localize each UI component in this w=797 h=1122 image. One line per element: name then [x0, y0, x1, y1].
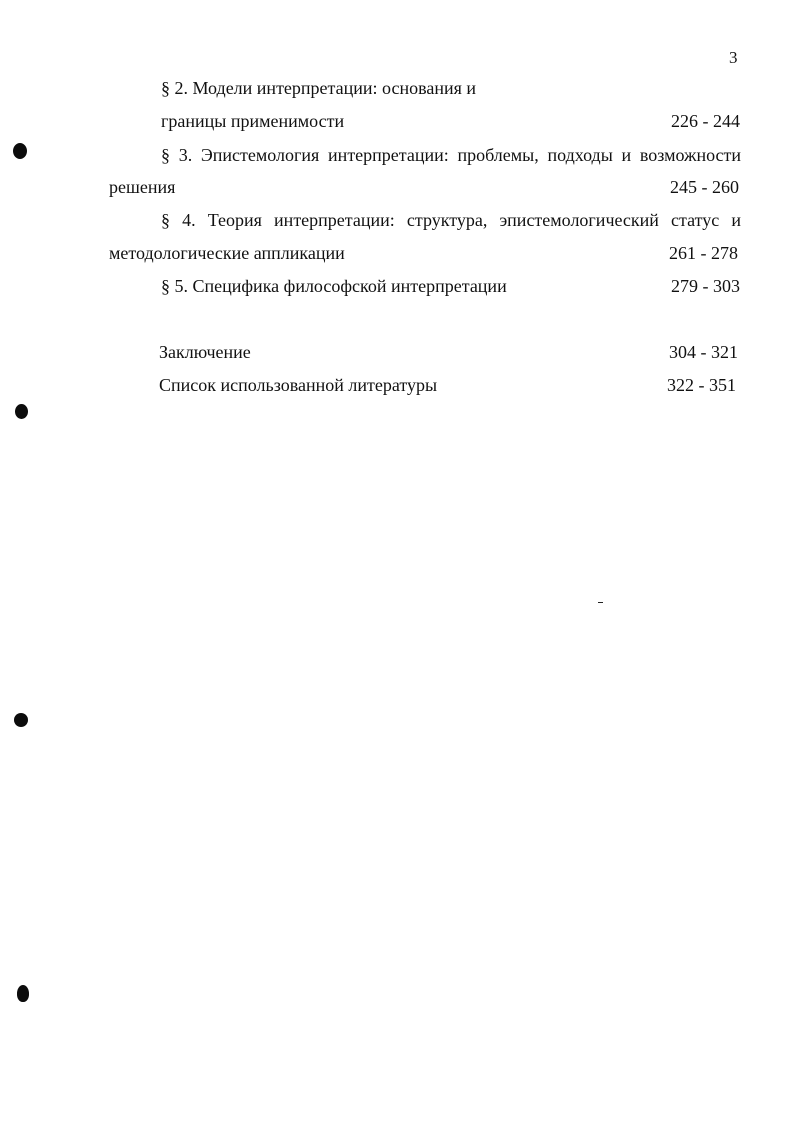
- toc-entry-section-4-pages: 261 - 278: [669, 243, 738, 263]
- toc-entry-section-5-pages: 279 - 303: [671, 276, 740, 296]
- toc-entry-conclusion-pages: 304 - 321: [669, 342, 738, 362]
- scan-speck: [598, 602, 603, 603]
- toc-entry-section-3-line-2: решения: [109, 177, 176, 197]
- page-number: 3: [729, 48, 738, 67]
- toc-entry-section-5-title: § 5. Специфика философской интерпретации: [161, 276, 507, 296]
- binder-hole-mark: [17, 985, 29, 1002]
- toc-entry-conclusion-title: Заключение: [159, 342, 251, 362]
- toc-entry-bibliography-title: Список использованной литературы: [159, 375, 438, 395]
- toc-entry-bibliography-pages: 322 - 351: [667, 375, 736, 395]
- toc-entry-section-3-pages: 245 - 260: [670, 177, 739, 197]
- binder-hole-mark: [13, 143, 27, 159]
- toc-entry-section-2-pages: 226 - 244: [671, 111, 740, 131]
- toc-entry-section-4-line-1: § 4. Теория интерпретации: структура, эпистемологический статус и: [161, 210, 742, 230]
- toc-entry-section-2-line-2: границы применимости: [161, 111, 345, 131]
- binder-hole-mark: [15, 404, 28, 419]
- toc-entry-section-2-line-1: § 2. Модели интерпретации: основания и: [161, 78, 477, 98]
- toc-entry-section-3-line-1: § 3. Эпистемология интерпретации: проблемы, подходы и возможности: [161, 145, 742, 165]
- toc-entry-section-4-line-2: методологические аппликации: [109, 243, 345, 263]
- binder-hole-mark: [14, 713, 28, 727]
